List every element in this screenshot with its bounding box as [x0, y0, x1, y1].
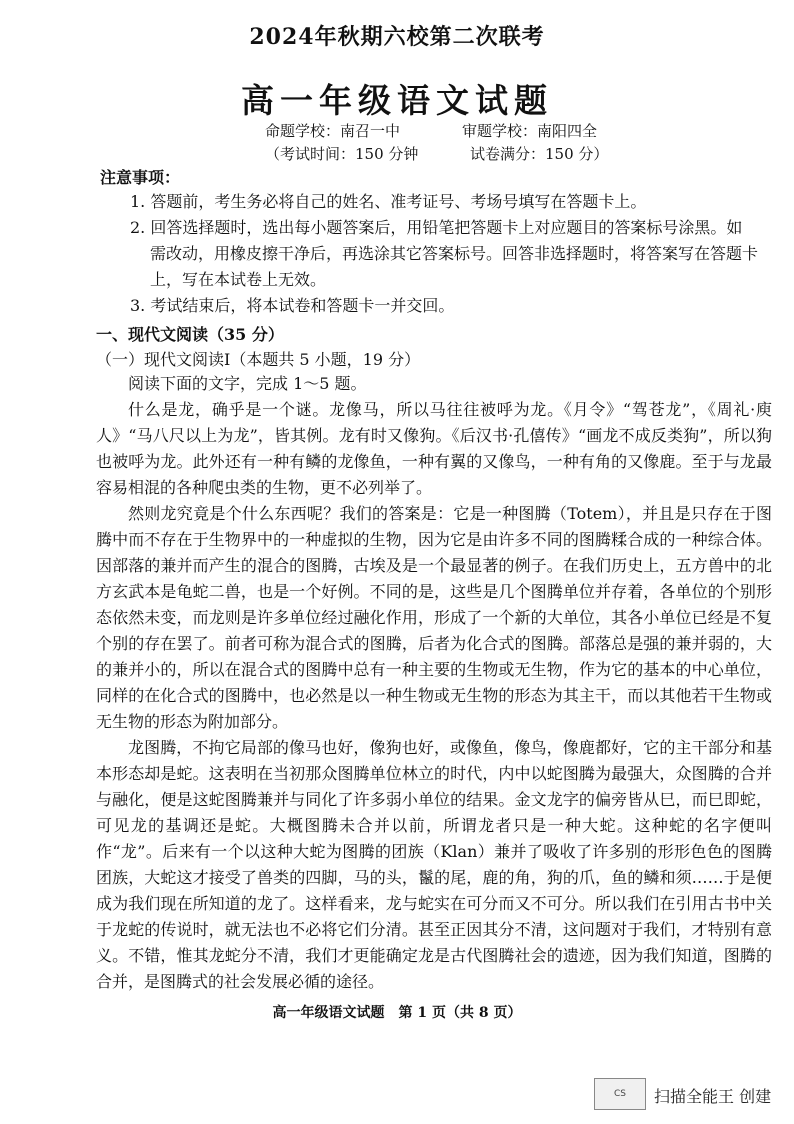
notice-item-2-line-3: 上，写在本试卷上无效。 — [150, 270, 327, 289]
setter-school: 命题学校：南召一中 — [265, 122, 401, 140]
time-limit: （考试时间：150 分钟 — [265, 145, 419, 163]
reading-instruction: 阅读下面的文字，完成 1～5 题。 — [128, 374, 367, 393]
subject-title: 高一年级语文试题 — [241, 81, 553, 120]
notice-item-1: 1. 答题前，考生务必将自己的姓名、准考证号、考场号填写在答题卡上。 — [130, 192, 647, 211]
section-heading: 一、现代文阅读（35 分） — [96, 325, 284, 344]
passage-paragraph-1: 什么是龙，确乎是一个谜。龙像马，所以马往往被呼为龙。《月令》“驾苍龙”，《周礼·庾人》“马八尺以上为龙”，皆其例。龙有时又像狗。《后汉书·孔僖传》“画龙不成反类狗”，所以狗也被呼为龙。此外还有一种有鳞的龙像鱼，一种有翼的又像鸟，一种有角的又像鹿。至于与龙最容易相混的各种爬虫类的生物，更不必列举了。 — [96, 400, 772, 497]
notice-item-2-line-1: 2. 回答选择题时，选出每小题答案后，用铅笔把答题卡上对应题目的答案标号涂黑。如 — [130, 218, 743, 237]
page-footer: 高一年级语文试题 第 1 页（共 8 页） — [272, 1005, 522, 1021]
passage-paragraph-3: 龙图腾，不拘它局部的像马也好，像狗也好，或像鱼，像鸟，像鹿都好，它的主干部分和基本形态却是蛇。这表明在当初那众图腾单位林立的时代，内中以蛇图腾为最强大，众图腾的合并与融化，便是这蛇图腾兼并与同化了许多弱小单位的结果。金文龙字的偏旁皆从巳，而巳即蛇，可见龙的基调还是蛇。大概图腾未合并以前，所谓龙者只是一种大蛇。这种蛇的名字便叫作“龙”。后来有一个以这种大蛇为图腾的团族（Klan）兼并了吸收了许多别的形形色色的图腾团族，大蛇这才接受了兽类的四脚，马的头，鬣的尾，鹿的角，狗的爪，鱼的鳞和须……于是便成为我们现在所知道的龙了。这样看来，龙与蛇实在可分而又不可分。所以我们在引用古书中关于龙蛇的传说时，就无法也不必将它们分清。甚至正因其分不清，这问题对于我们，才特别有意义。不错，惟其龙蛇分不清，我们才更能确定龙是古代图腾社会的遗迹，因为我们知道，图腾的合并，是图腾式的社会发展必循的途径。 — [96, 738, 772, 991]
notice-item-2-line-2: 需改动，用橡皮擦干净后，再选涂其它答案标号。回答非选择题时，将答案写在答题卡 — [150, 244, 759, 263]
part-heading: （一）现代文阅读Ⅰ（本题共 5 小题，19 分） — [96, 350, 421, 369]
full-score: 试卷满分：150 分） — [470, 145, 609, 163]
watermark-text: 扫描全能王 创建 — [654, 1087, 772, 1106]
notice-item-3: 3. 考试结束后，将本试卷和答题卡一并交回。 — [130, 296, 455, 315]
reviewer-school: 审题学校：南阳四全 — [462, 122, 598, 140]
notes-heading: 注意事项： — [100, 168, 181, 187]
scanner-watermark — [594, 1076, 784, 1116]
passage-paragraph-2: 然则龙究竟是个什么东西呢？我们的答案是：它是一种图腾（Totem），并且是只存在于图腾中而不存在于生物界中的一种虚拟的生物，因为它是由许多不同的图腾糅合成的一种综合体。因部落的兼并而产生的混合的图腾，古埃及是一个最显著的例子。在我们历史上，五方兽中的北方玄武本是龟蛇二兽，也是一个好例。不同的是，这些是几个图腾单位并存着，各单位的个别形态依然未变，而龙则是许多单位经过融化作用，形成了一个新的大单位，其各小单位已经是不复个别的存在罢了。前者可称为混合式的图腾，后者为化合式的图腾。部落总是强的兼并弱的，大的兼并小的，所以在混合式的图腾中总有一种主要的生物或无生物，作为它的基本的中心单位，同样的在化合式的图腾中，也必然是以一种生物或无生物的形态为其主干，而以其他若干生物或无生物的形态为附加部分。 — [96, 504, 772, 731]
exam-title: 2024年秋期六校第二次联考 — [249, 24, 545, 50]
camscanner-logo-icon: CS — [594, 1078, 646, 1110]
